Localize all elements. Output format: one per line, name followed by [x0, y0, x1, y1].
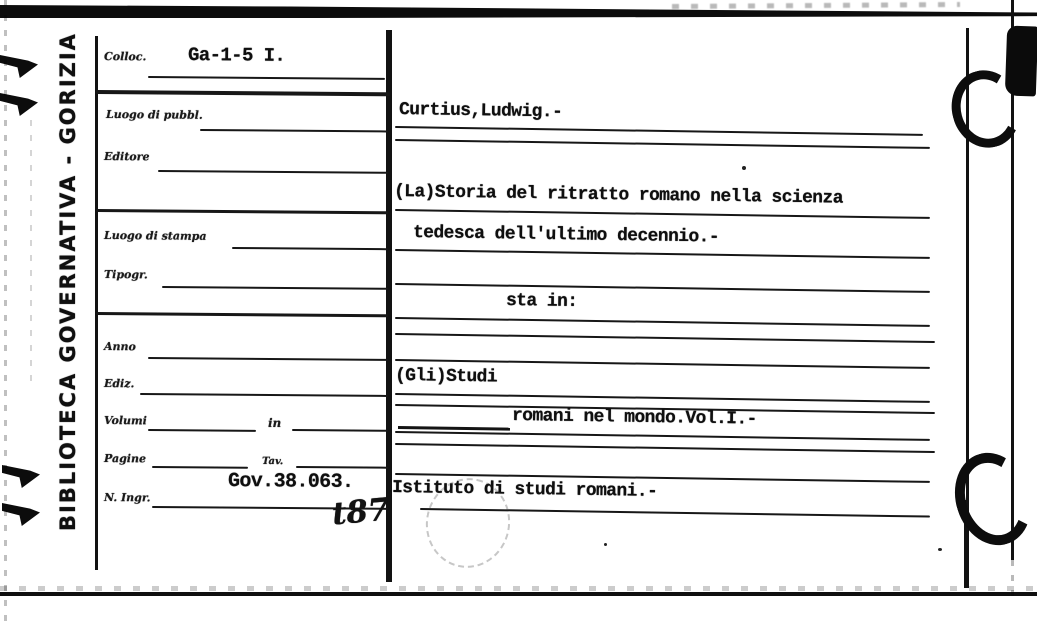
entry-title-line2: tedesca dell'ultimo decennio.- — [412, 223, 720, 248]
field-label-anno: Anno — [103, 340, 136, 354]
ruled-line — [395, 283, 930, 293]
ruled-line — [395, 126, 923, 136]
ruled-line — [152, 466, 248, 469]
ingresso-number: Gov.38.063. — [227, 470, 354, 494]
card-bottom-edge — [0, 592, 1037, 596]
ruled-line — [162, 286, 388, 290]
field-label-volumi-in: in — [267, 416, 282, 431]
typed-underscore-fill — [398, 426, 510, 431]
field-label-luogo-pubbl: Luogo di pubbl. — [105, 108, 203, 122]
field-label-volumi: Volumi — [103, 414, 147, 428]
binder-ring-bottom — [943, 443, 1037, 555]
field-label-pagine-tav: Tav. — [261, 456, 284, 468]
scan-speck-3 — [938, 548, 942, 551]
ruled-line — [292, 429, 388, 432]
left-clip-hook-3 — [2, 460, 40, 488]
left-edge-noise — [4, 0, 7, 624]
ruled-line — [395, 317, 930, 327]
ruled-line — [148, 76, 385, 80]
ruled-line — [395, 443, 935, 453]
binder-bar-dashes — [1011, 560, 1014, 600]
ruled-line — [148, 357, 388, 361]
ruled-line — [148, 429, 256, 432]
inner-left-rule — [95, 36, 98, 570]
ruled-line — [395, 333, 935, 343]
scan-speck-2 — [604, 543, 607, 546]
ruled-line — [96, 209, 388, 214]
ruled-line — [395, 209, 930, 219]
ruled-line — [395, 139, 930, 149]
library-name: BIBLIOTECA GOVERNATIVA - GORIZIA — [56, 32, 80, 531]
entry-title-line1: (La)Storia del ritratto romano nella scienza — [393, 182, 843, 209]
field-label-n-ingr: N. Ingr. — [103, 491, 151, 505]
bottom-edge-texture — [0, 586, 1037, 591]
entry-series-title: (Gli)Studi — [394, 366, 498, 388]
field-label-tipogr: Tipogr. — [103, 268, 148, 282]
ruled-line — [395, 393, 930, 403]
ruled-line — [158, 170, 388, 174]
entry-series-continuation: romani nel mondo.Vol.I.- — [511, 406, 757, 430]
field-label-editore: Editore — [103, 150, 150, 164]
field-label-ediz: Ediz. — [103, 377, 135, 391]
ruled-line — [200, 129, 388, 132]
field-label-colloc: Colloc. — [103, 50, 147, 64]
ruled-line — [395, 249, 930, 259]
ruled-line — [96, 312, 388, 317]
left-margin-noise — [30, 120, 32, 390]
handwriting-noise-top — [672, 2, 960, 9]
colloc-value: Ga-1-5 I. — [187, 44, 286, 67]
scan-speck-1 — [742, 166, 746, 170]
ruled-line — [395, 431, 930, 441]
ruled-line — [232, 247, 388, 250]
field-label-luogo-stampa: Luogo di stampa — [103, 229, 207, 243]
ruled-line — [140, 393, 388, 397]
ruled-line — [296, 466, 388, 469]
entry-author: Curtius,Ludwig.- — [398, 100, 563, 123]
handwritten-number: t87 — [330, 491, 391, 533]
ruled-line — [96, 90, 390, 96]
field-label-pagine: Pagine — [103, 452, 147, 466]
entry-contained-in: sta in: — [505, 291, 578, 313]
left-clip-hook-4 — [2, 498, 40, 526]
entry-series-publisher: Istituto di studi romani.- — [391, 478, 658, 502]
